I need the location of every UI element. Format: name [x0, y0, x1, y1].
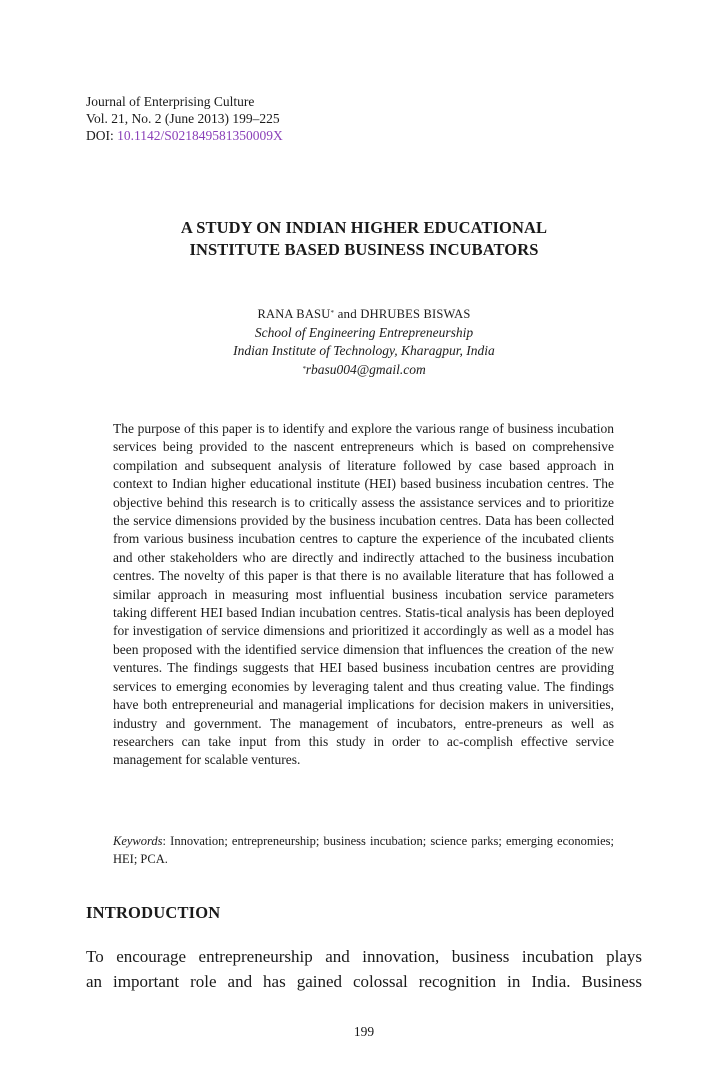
intro-line-1: To encourage entrepreneurship and innovation, business incubation plays	[86, 947, 642, 966]
email-mark: *	[302, 364, 306, 373]
author-and: and	[334, 306, 361, 321]
intro-line-2: an important role and has gained colossal recognition in India. Business	[86, 972, 642, 991]
introduction-text	[86, 944, 642, 994]
author-2: DHRUBES BISWAS	[360, 307, 471, 321]
keywords	[113, 832, 614, 868]
page-number: 199	[353, 1024, 375, 1039]
section-heading-introduction: INTRODUCTION	[86, 903, 221, 922]
keywords-text: Innovation; entrepreneurship; business incubation; science parks; emerging economies; HEI; PCA.	[113, 834, 614, 866]
affiliation-1: School of Engineering Entrepreneurship	[254, 324, 474, 340]
doi-line	[86, 127, 486, 144]
doi-link[interactable]: 10.1142/S021849581350009X	[117, 128, 283, 143]
title-line-1: A STUDY ON INDIAN HIGHER EDUCATIONAL	[180, 218, 548, 237]
email-address[interactable]: rbasu004@gmail.com	[305, 361, 426, 377]
author-email[interactable]	[86, 361, 642, 380]
journal-name: Journal of Enterprising Culture	[86, 94, 255, 109]
author-1-mark: *	[330, 309, 335, 317]
doi-label: DOI:	[86, 128, 118, 143]
paper-title	[86, 217, 642, 261]
keywords-separator: :	[162, 834, 171, 848]
affiliation-2: Indian Institute of Technology, Kharagpur, India	[233, 343, 495, 358]
title-line-2: INSTITUTE BASED BUSINESS INCUBATORS	[189, 240, 539, 259]
journal-info	[86, 93, 486, 144]
keywords-label: Keywords	[113, 834, 163, 848]
volume-info: Vol. 21, No. 2 (June 2013) 199–225	[86, 111, 280, 126]
abstract: The purpose of this paper is to identify and explore the various range of business incubation services being provided to the nascent entrepreneurs which is based on comprehensive compilation and subsequent analysis of literature followed by case based approach in context to Indian higher educational institute (HEI) based business incubation centres. The objective behind this research is to critically assess the assistance services and to prioritize the service dimensions provided by the business incubation centres. Data has been collected from various business incubation centres to capture the experience of the incubated clients and other stakeholders who are directly and indirectly attached to the business incubation centres. The novelty of this paper is that there is no available literature that has followed a similar approach in measuring most influential business incubation service parameters taking different HEI based Indian incubation centres. Statis-tical analysis has been deployed for investigation of service dimensions and prioritized it accordingly as well as a model has been proposed with the identified service dimension that influences the creation of the new ventures. The findings suggests that HEI based business incubation centres are providing services to emerging economies by leveraging talent and thus creating value. The findings have both entrepreneurial and managerial implications for decision makers in universities, industry and government. The management of incubators, entre-preneurs as well as researchers can take input from this study in order to ac-complish effective service management for scalable ventures.	[113, 421, 614, 768]
author-1: RANA BASU	[257, 307, 331, 321]
author-block	[86, 305, 642, 379]
author-names	[86, 305, 642, 324]
